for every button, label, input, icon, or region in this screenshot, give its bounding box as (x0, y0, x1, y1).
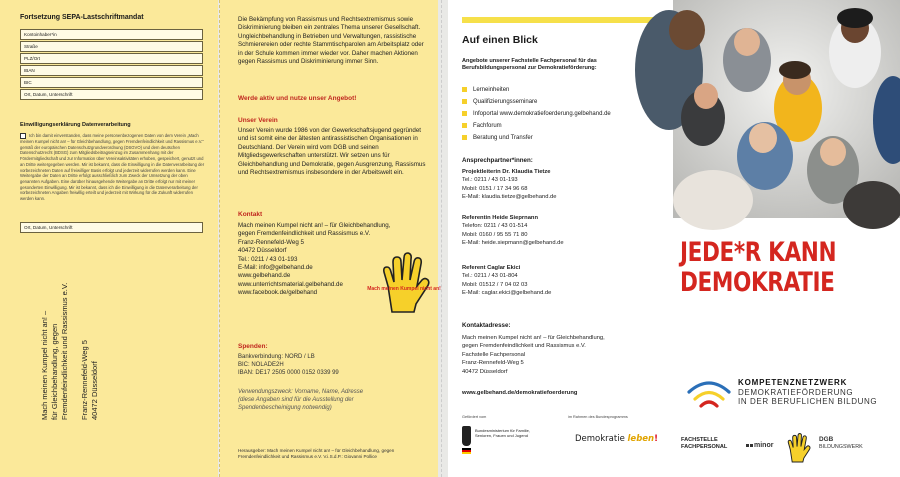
panel-overview (448, 0, 663, 477)
address-line: 40472 Düsseldorf (462, 368, 508, 375)
program-label: im Rahmen des Bundesprogramms (568, 415, 628, 419)
field-iban[interactable]: IBAN (20, 65, 203, 76)
field-zip-city[interactable]: PLZ/Ort (20, 53, 203, 64)
consent-title: Einwilligungserklärung Datenverarbeitung (20, 122, 131, 128)
demokratie-leben-logo: Demokratie leben! (575, 434, 658, 444)
kontakt-heading: Kontakt (238, 211, 263, 218)
fold-line (441, 0, 442, 477)
consent-text (20, 133, 205, 202)
kontakt-line: 40472 Düsseldorf (238, 247, 287, 255)
field-signature-consent[interactable]: Ort, Datum, Unterschrift (20, 222, 203, 233)
kontakt-line: gegen Fremdenfeindlichkeit und Rassismus e.V. (238, 230, 371, 238)
kzn-line: IN DER BERUFLICHEN BILDUNG (738, 397, 878, 406)
panel-cover (663, 0, 900, 477)
bmfsfj-text: Bundesministerium für Familie, Senioren, Frauen und Jugend (475, 428, 530, 438)
kompetenznetzwerk-text (738, 378, 877, 407)
bullet-square-icon (462, 135, 467, 140)
hand-logo-text: Mach meinen Kumpel nicht an! (367, 286, 441, 292)
bullet-square-icon (462, 111, 467, 116)
call-to-action: Werde aktiv und nutze unser Angebot! (238, 95, 357, 102)
verein-heading: Unser Verein (238, 117, 278, 124)
web-link[interactable]: www.gelbehand.de/demokratiefoerderung (462, 390, 578, 396)
spenden-line: Bankverbindung: NORD / LB (238, 354, 315, 360)
return-address (40, 283, 100, 420)
kontakt-email[interactable]: E-Mail: info@gelbehand.de (238, 264, 313, 272)
dgb-bildungswerk-logo: DGB BILDUNGSWERK (819, 436, 863, 450)
group-photo (673, 0, 900, 218)
yellow-top-bar (462, 17, 655, 23)
kontakt-line: Franz-Rennefeld-Weg 5 (238, 238, 304, 246)
field-account-holder[interactable]: Kontoinhaber*in (20, 29, 203, 40)
cover-title (680, 238, 836, 298)
bullet-square-icon (462, 99, 467, 104)
kompetenznetzwerk-arc-logo (685, 376, 733, 412)
yellow-hand-logo (367, 252, 441, 314)
address-line: Mach meinen Kumpel nicht an! – für Gleichbehandlung, (462, 335, 605, 341)
address-line: für Gleichbehandlung, gegen (50, 323, 59, 420)
publisher-note: Herausgeber: Mach meinen Kumpel nicht an! – für Gleichbehandlung, gegen Fremdenfeindlichkeit und Rassismus e.V. V.i.S.d.P.: Giovanni Pollice (238, 448, 395, 459)
contact-email[interactable]: E-Mail: caglar.ekici@gelbehand.de (462, 290, 552, 297)
address-line: Fremdenfeindlichkeit und Rassismus e.V. (60, 282, 69, 420)
verein-text: Unser Verein wurde 1986 von der Gewerkschaftsjugend gegründet und ist somit eine der ältesten antirassistischen Organisationen in Deutschland. Der Verein wird vom DGB und seinen Mitgliedsgewerkschaften unterstützt. Wir setzen uns für Gleichbehandlung und Demokratie, gegen Ausgrenzung, Rassismus und Rechtsextremismus insbesondere in der Arbeitswelt ein. (238, 127, 426, 177)
minor-logo: minor (746, 442, 773, 449)
address-line: Fachstelle Fachpersonal (462, 351, 526, 358)
offer-item: Beratung und Transfer (462, 132, 611, 144)
consent-body: Ich bin damit einverstanden, dass meine personenbezogenen Daten von dem Verein „Mach meinen Kumpel nicht an! – für Gleichbehandlung, gegen Fremdenfeindlichkeit und Rassismus e.V.“ gemäß der europäischen Datenschutzgrundverordnung (DSGVO) und dem deutschen Datenschutzrecht (BDSG) zum Mitgliedsbeitragseinzug im Zusammenhang mit der Fördermitgliedschaft und zur Information über Vereinsaktivitäten erhoben, gespeichert, genutzt und an Dritte weitergegeben werden. Mir ist bekannt, dass die Einwilligung in die Datenverarbeitung der vorbezeichneten Daten auf freiwilliger Basis erfolgt und jederzeit widerrufen werden kann. Eine Weitergabe der Daten an Dritte erfolgt ausschließlich zum Zweck der Umsetzung der oben genannten Aufgaben. Eine darüber hinausgehende Weitergabe an Dritte erfolgt nur mit meiner gesonderten Einwilligung. Mir ist bekannt, dass ich die Einwilligung in die Datenverarbeitung der vorbezeichneten Angaben freiwillig erteilt und jederzeit mit Wirkung für die Zukunft widerrufen werden kann. (20, 133, 205, 202)
minor-dot-icon (746, 444, 749, 447)
contact-line: Mobil: 01512 / 7 04 02 03 (462, 281, 528, 288)
spenden-line: BIC: NOLADE2H (238, 362, 284, 369)
spenden-note (238, 388, 363, 413)
spenden-block (238, 353, 339, 378)
contact-address (462, 334, 605, 376)
contact-name: Projektleiterin Dr. Klaudia Tietze (462, 169, 551, 175)
field-bic[interactable]: BIC (20, 77, 203, 88)
bmfsfj-logo (462, 426, 530, 460)
contact-line: Tel.: 0211 / 43 01-804 (462, 273, 518, 280)
contact-siepmann (462, 214, 564, 248)
address-line: Franz-Rennefeld-Weg 5 (80, 340, 89, 420)
offer-item: Lerneinheiten (462, 84, 611, 96)
title-line-1: JEDE*R KANN (680, 237, 837, 268)
contact-tietze (462, 168, 557, 202)
offer-item: Qualifizierungsseminare (462, 96, 611, 108)
offer-item: Infoportal www.demokratiefoerderung.gelbehand.de (462, 108, 611, 120)
spenden-note-line: Spendenbescheinigung notwendig) (238, 405, 332, 412)
contact-line: Telefon: 0211 / 43 01-514 (462, 223, 528, 230)
contacts-heading: Ansprechpartner*innen: (462, 157, 533, 164)
kzn-line: KOMPETENZNETZWERK (738, 378, 848, 387)
sponsor-label: Gefördert vom (462, 415, 487, 419)
contact-ekici (462, 264, 551, 298)
contact-email[interactable]: E-Mail: klaudia.tietze@gelbehand.de (462, 194, 557, 201)
fachstelle-logo: FACHSTELLE FACHPERSONAL (681, 437, 728, 450)
overview-intro: Angebote unserer Fachstelle Fachpersonal für das Berufsbildungspersonal zur Demokratieförderung: (462, 58, 597, 72)
kontakt-line: Tel.: 0211 / 43 01-193 (238, 255, 298, 263)
overview-heading: Auf einen Blick (462, 34, 538, 46)
intro-text: Die Bekämpfung von Rassismus und Rechtsextremismus sowie Diskriminierung bleiben ein zentrales Thema unserer Gesellschaft. Ungleichbehandlung in Betrieben und Verwaltungen, rassistische Schmierereien oder rechte Stammtischparolen am Arbeitsplatz oder in der Schule kommen immer wieder vor. Daher machen Aktionen gegen Rassismus und Diskriminierung immer Sinn. (238, 16, 424, 66)
eagle-icon (462, 426, 471, 446)
kontakt-material-link[interactable]: www.unterrichtsmaterial.gelbehand.de (238, 280, 343, 288)
minor-dot-icon (750, 444, 753, 447)
contact-name: Referentin Heide Sieprnann (462, 215, 539, 221)
contact-line: Mobil: 0151 / 17 34 96 68 (462, 185, 528, 192)
address-line: gegen Fremdenfeindlichkeit und Rassismus e.V. (462, 343, 586, 350)
contact-line: Mobil: 0160 / 95 55 71 80 (462, 231, 528, 238)
spenden-line: IBAN: DE17 2505 0000 0152 0339 99 (238, 370, 339, 377)
kzn-line: DEMOKRATIEFÖRDERUNG (738, 387, 854, 397)
offer-item: Fachforum (462, 120, 611, 132)
address-line: 40472 Düsseldorf (90, 361, 99, 420)
bullet-square-icon (462, 87, 467, 92)
address-line (70, 283, 80, 420)
kontakt-web-link[interactable]: www.gelbehand.de (238, 272, 291, 280)
field-signature-sepa[interactable]: Ort, Datum, Unterschrift (20, 89, 203, 100)
bullet-square-icon (462, 123, 467, 128)
contact-line: Tel.: 0211 / 43 01-193 (462, 177, 518, 184)
title-line-2: DEMOKRATIE (680, 267, 835, 298)
kontakt-facebook-link[interactable]: www.facebook.de/gelbehand (238, 289, 318, 297)
spenden-heading: Spenden: (238, 343, 268, 350)
field-street[interactable]: Straße (20, 41, 203, 52)
spenden-note-line: Verwendungszweck: Vorname, Name, Adresse (238, 389, 364, 395)
address-line: Franz-Rennefeld-Weg 5 (462, 360, 524, 367)
sepa-heading: Fortsetzung SEPA-Lastschriftmandat (20, 14, 144, 21)
kontakt-line: Mach meinen Kumpel nicht an! – für Gleichbehandlung, (238, 222, 391, 229)
panel-sepa-form (0, 0, 218, 477)
address-heading: Kontaktadresse: (462, 322, 511, 329)
spenden-note-line: (diese Angaben sind für die Ausstellung der (238, 397, 354, 404)
german-flag-icon (462, 448, 471, 454)
offer-list (462, 84, 611, 144)
yellow-hand-small-logo (785, 433, 811, 463)
panel-verein (220, 0, 441, 477)
contact-email[interactable]: E-Mail: heide.siepmann@gelbehand.de (462, 240, 564, 247)
address-line: Mach meinen Kumpel nicht an! – (40, 310, 49, 420)
contact-name: Referent Caglar Ekici (462, 265, 521, 271)
